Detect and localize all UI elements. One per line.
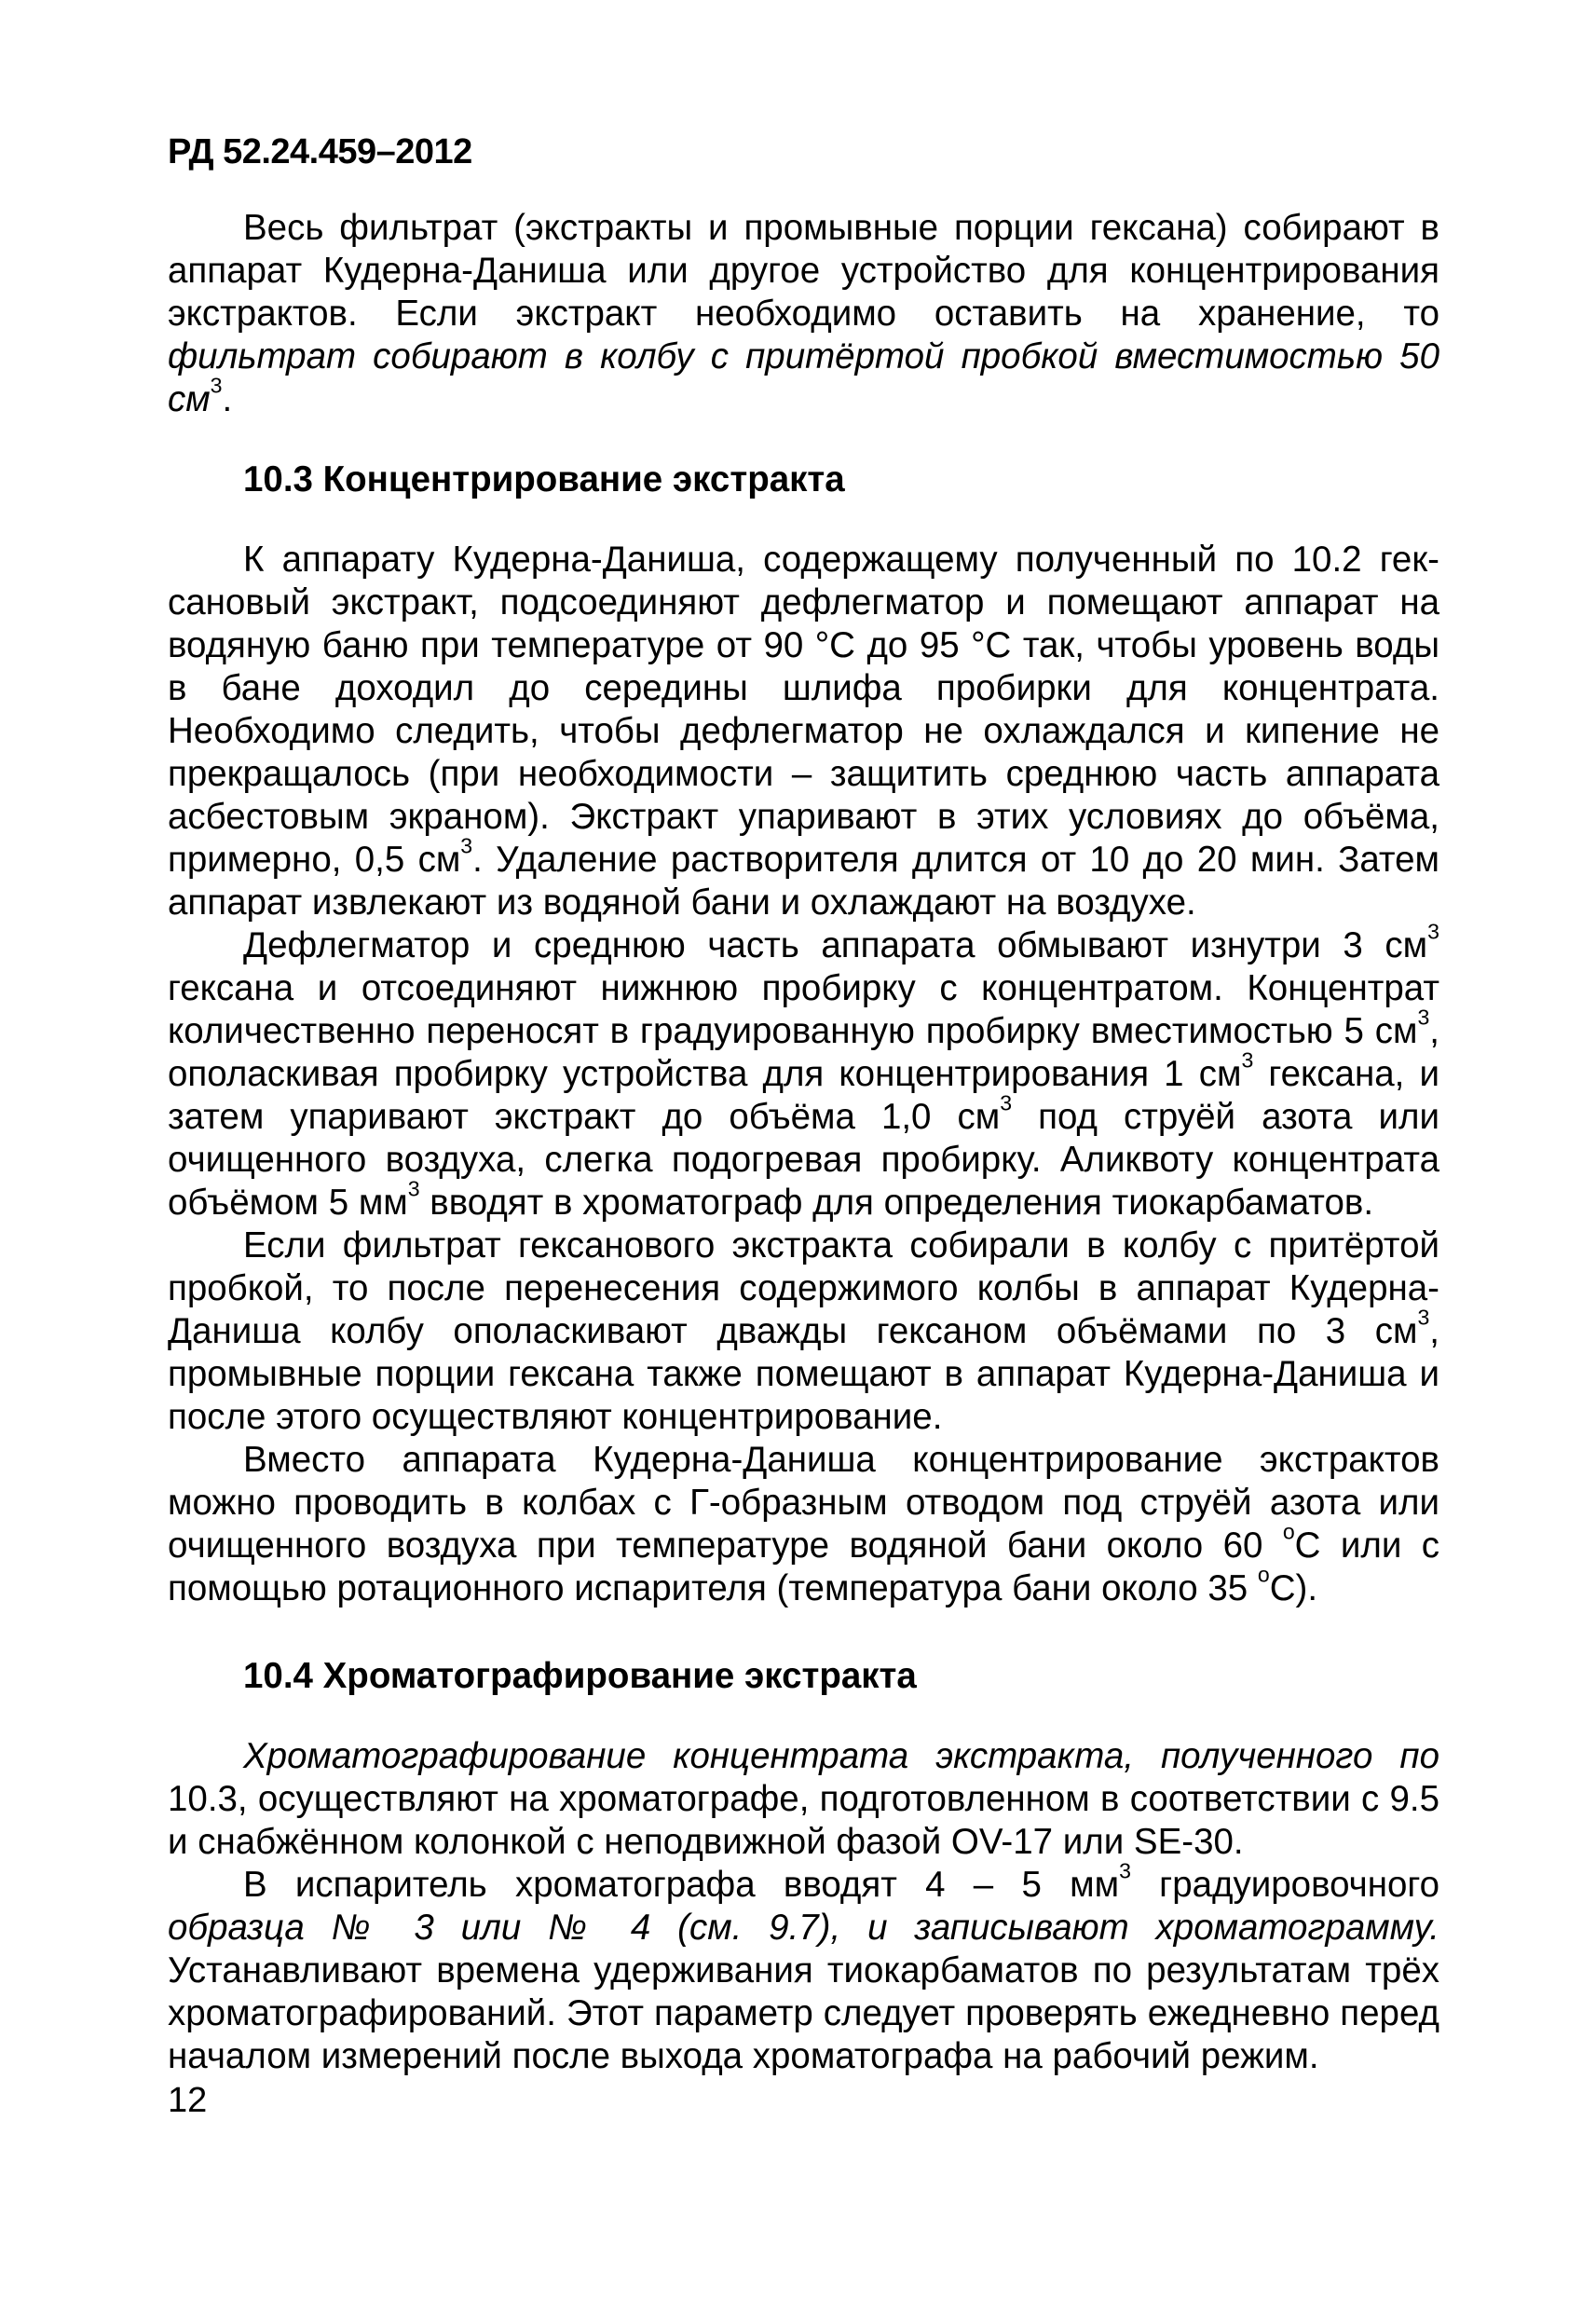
superscript: 3 — [1417, 1005, 1430, 1030]
paragraph-10-3-3: Если фильтрат гексанового экстракта собирали в колбу с притёртой пробкой, то после перенесения содержимого колбы в аппарат Кудерна-Даниша колбу ополаскивают дважды гексаном объёмами по 3 $см^3$, промывные порции гексана также помещают в аппарат Кудерна-Даниша и после этого осуществляют концентрирование. — [168, 1225, 1439, 1437]
superscript: 3 — [460, 833, 473, 858]
paragraph-10-3-2: Дефлегматор и среднюю часть аппарата обмывают изнутри 3 $см^3$ гексана и отсоединяют нижнюю пробирку с концентратом. Концентрат количественно переносят в градуированную пробирку вместимостью 5 $см^3$, ополаскивая пробирку устройства для концентрирования 1 $см^3$ гексана, и затем упаривают экстракт до объёма 1,0 $см^3$ под струёй азота или очищенного воздуха, слегка подогревая пробирку. Аликвоту концентрата объёмом 5 $мм^3$ вводят в хроматограф для определения тиокарбаматов. — [168, 919, 1439, 1223]
section-heading-10-4: 10.4 Хроматографирование экстракта — [243, 1656, 917, 1696]
paragraph-10-4-1: Хроматографирование концентрата экстракта, полученного по 10.3, осуществляют на хроматографе, подготовленном в соответствии с 9.5 и снабжённом колонкой с неподвижной фазой OV-17 или SE-30. — [168, 1736, 1439, 1862]
superscript: 3 — [407, 1176, 420, 1201]
intro-paragraph: Весь фильтрат (экстракты и промывные порции гексана) собирают в аппарат Кудерна-Даниша или другое устройство для концентрирования экстрактов. Если экстракт необходимо оставить на хранение, то фильтрат собирают в колбу с притёртой пробкой вместимостью 50 $см^3$. — [168, 208, 1439, 419]
superscript: 3 — [1000, 1090, 1013, 1115]
page-number: 12 — [168, 2081, 208, 2120]
superscript: 3 — [1241, 1047, 1254, 1073]
superscript: 3 — [1417, 1305, 1430, 1330]
paragraph-10-3-1: К аппарату Кудерна-Даниша, содержащему полученный по 10.2 гексановый экстракт, подсоединяют дефлегматор и помещают аппарат на водяную баню при температуре от 90 °С до 95 °С так, чтобы уровень воды в бане доходил до середины шлифа пробирки для концентрата. Необходимо следить, чтобы дефлегматор не охлаждался и кипение не прекращалось (при необходимости – защитить среднюю часть аппарата асбестовым экраном). Экстракт упаривают в этих условиях до объёма, примерно, 0,5 $см^3$. Удаление растворителя длится от 10 до 20 мин. Затем аппарат извлекают из водяной бани и охлаждают на воздухе. — [168, 540, 1440, 923]
superscript: 3 — [210, 373, 223, 398]
paragraph-10-4-2: В испаритель хроматографа вводят 4 – 5 $мм^3$ градуировочного образца № 3 или № 4 (см. 9.7), и записывают хроматограмму. Устанавливают времена удерживания тиокарбаматов по результатам трёх хроматографирований. Этот параметр следует проверять ежедневно перед началом измерений после выхода хроматографа на рабочий режим. — [168, 1858, 1439, 2076]
superscript: 3 — [1427, 919, 1439, 944]
section-heading-10-3: 10.3 Концентрирование экстракта — [243, 459, 845, 499]
italic-text: образца № 3 или № 4 (см. 9.7), и записывают хроматограмму. — [168, 1908, 1439, 1948]
paragraph-10-3-4: Вместо аппарата Кудерна-Даниша концентрирование экстрактов можно проводить в колбах с Г-образным отводом под струёй азота или очищенного воздуха при температуре водяной бани около 60 $^о$С или с помощью ротационного испарителя (температура бани около 35 $^о$С). — [168, 1440, 1439, 1608]
intro-italic-text: фильтрат собирают в колбу с притёртой пробкой вместимостью 50 см — [168, 336, 1439, 419]
page-content — [168, 207, 1439, 2078]
degree-superscript: о — [1257, 1562, 1270, 1587]
italic-text: Хроматографирование концентрата экстракта, полученного по — [243, 1736, 1439, 1776]
superscript: 3 — [1119, 1858, 1131, 1883]
degree-superscript: о — [1282, 1519, 1295, 1544]
document-code-header: РД 52.24.459–2012 — [168, 132, 472, 171]
